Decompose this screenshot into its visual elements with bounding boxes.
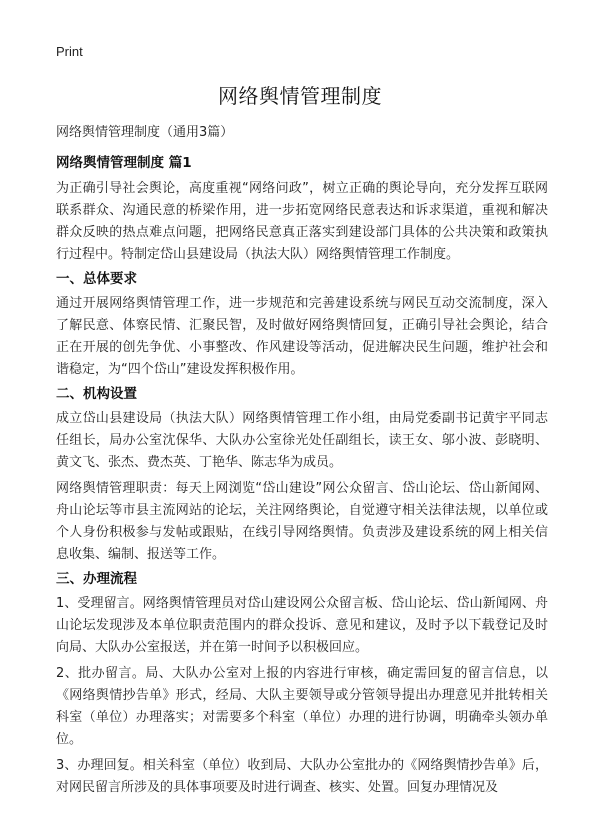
page-title: 网络舆情管理制度	[218, 84, 382, 108]
section-heading-general-requirements: 一、总体要求	[56, 271, 137, 287]
section-paragraph: 2、批办留言。局、大队办公室对上报的内容进行审核，确定需回复的留言信息，以《网络舆情抄告单》形式，经局、大队主要领导或分管领导提出办理意见并批转相关科室（单位）办理落实；对需要多个科室（单位）办理的进行协调，明确牵头领办单位。	[56, 666, 548, 747]
print-link[interactable]: Print	[56, 44, 83, 59]
section-paragraph: 通过开展网络舆情管理工作，进一步规范和完善建设系统与网民互动交流制度，深入了解民意、体察民情、汇聚民智，及时做好网络舆情回复，正确引导社会舆论，结合正在开展的创先争优、小事整改、作风建设等活动，促进解决民生问题，维护社会和谐稳定，为“四个岱山”建设发挥积极作用。	[56, 296, 548, 377]
section-paragraph: 网络舆情管理职责：每天上网浏览“岱山建设”网公众留言、岱山论坛、岱山新闻网、舟山论坛等市县主流网站的论坛，关注网络舆论，自觉遵守相关法律法规，以单位或个人身份积极参与发帖或跟贴，在线引导网络舆情。负责涉及建设系统的网上相关信息收集、编制、报送等工作。	[56, 481, 548, 562]
section-heading-organization: 二、机构设置	[56, 386, 137, 402]
section-paragraph: 成立岱山县建设局（执法大队）网络舆情管理工作小组，由局党委副书记黄宇平同志任组长，局办公室沈保华、大队办公室徐光处任副组长，读王女、邬小波、彭晓明、黄文飞、张杰、费杰英、丁艳华、陈志华为成员。	[56, 411, 548, 470]
section-paragraph: 3、办理回复。相关科室（单位）收到局、大队办公室批办的《网络舆情抄告单》后，对网民留言所涉及的具体事项要及时进行调查、核实、处置。回复办理情况及	[56, 758, 548, 795]
intro-paragraph: 为正确引导社会舆论，高度重视“网络问政”，树立正确的舆论导向，充分发挥互联网联系群众、沟通民意的桥梁作用，进一步拓宽网络民意表达和诉求渠道，重视和解决群众反映的热点难点问题，把网络民意真正落实到建设部门具体的公共决策和政策执行过程中。特制定岱山县建设局（执法大队）网络舆情管理工作制度。	[56, 181, 548, 262]
article-heading: 网络舆情管理制度 篇1	[56, 155, 192, 171]
section-heading-process: 三、办理流程	[56, 571, 137, 587]
document-subtitle: 网络舆情管理制度（通用3篇）	[56, 125, 234, 140]
section-paragraph: 1、受理留言。网络舆情管理员对岱山建设网公众留言板、岱山论坛、岱山新闻网、舟山论坛发现涉及本单位职责范围内的群众投诉、意见和建议，及时予以下载登记及时向局、大队办公室报送，并在第一时间予以积极回应。	[56, 596, 548, 655]
